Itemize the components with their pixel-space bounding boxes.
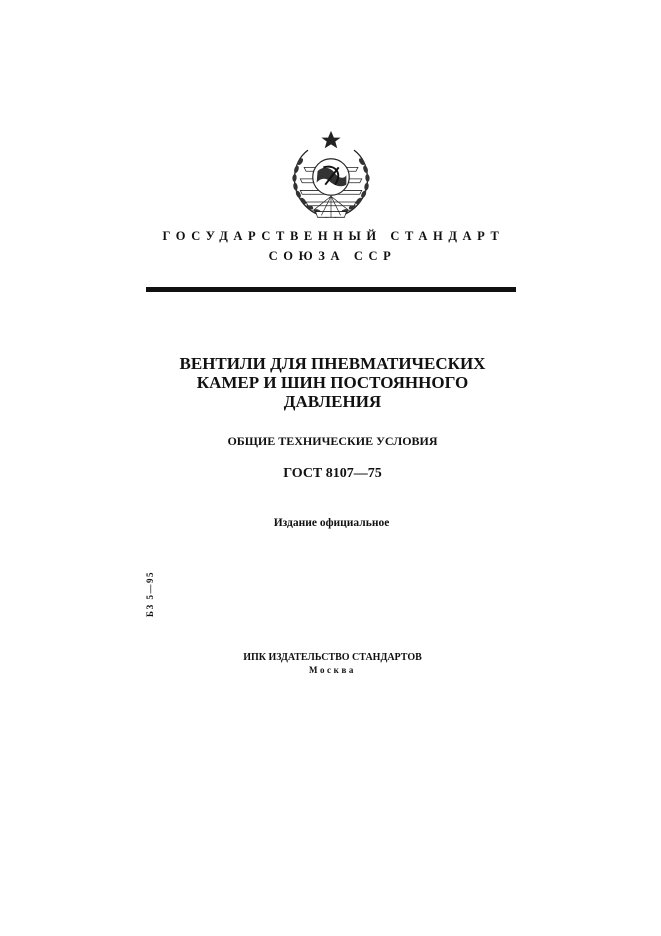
document-title xyxy=(0,354,661,411)
header-ussr: СОЮЗА ССР xyxy=(268,249,397,263)
edition-label: Издание официальное xyxy=(273,517,390,529)
ussr-coat-of-arms-icon xyxy=(283,128,379,226)
publisher-name: ИПК ИЗДАТЕЛЬСТВО СТАНДАРТОВ xyxy=(243,652,422,663)
standard-number: ГОСТ 8107—75 xyxy=(283,466,382,481)
title-line: ВЕНТИЛИ ДЛЯ ПНЕВМАТИЧЕСКИХ xyxy=(179,354,486,373)
title-line: КАМЕР И ШИН ПОСТОЯННОГО xyxy=(196,373,469,392)
document-subtitle: ОБЩИЕ ТЕХНИЧЕСКИЕ УСЛОВИЯ xyxy=(227,434,438,448)
horizontal-rule xyxy=(146,287,516,292)
header-state-standard: ГОСУДАРСТВЕННЫЙ СТАНДАРТ xyxy=(162,229,505,243)
side-code: БЗ 5—95 xyxy=(145,571,155,617)
title-line: ДАВЛЕНИЯ xyxy=(283,392,382,411)
publisher-city: Москва xyxy=(308,665,357,675)
